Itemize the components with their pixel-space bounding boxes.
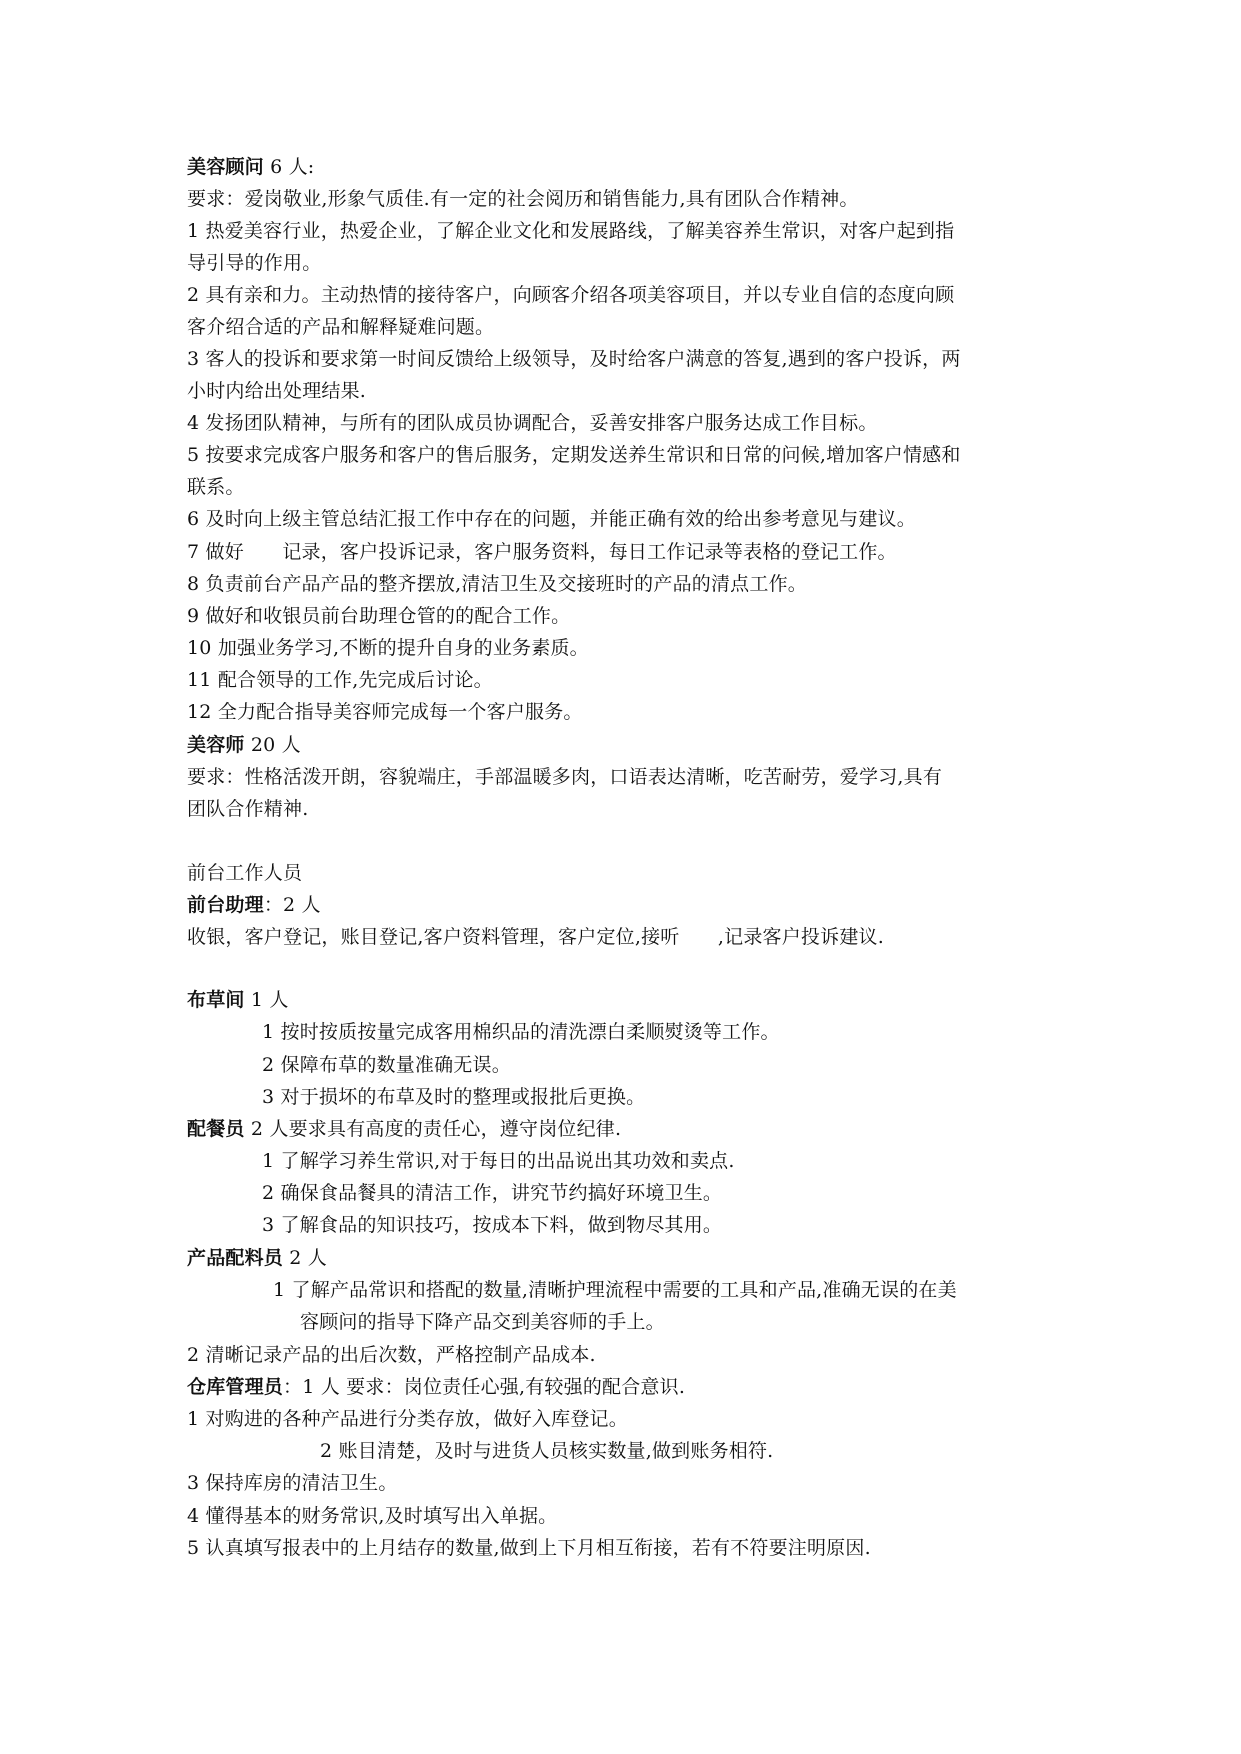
consultant-requirements: 要求：爱岗敬业,形象气质佳.有一定的社会阅历和销售能力,具有团队合作精神。 (187, 188, 859, 210)
product-heading (187, 1249, 327, 1268)
consultant-duty-line: 7 做好 记录，客户投诉记录，客户服务资料，每日工作记录等表格的登记工作。 (187, 541, 897, 563)
linen-duty-line: 1 按时按质按量完成客用棉织品的清洗漂白柔顺熨烫等工作。 (262, 1021, 780, 1043)
meal-heading (187, 1120, 621, 1139)
consultant-duty-line: 客介绍合适的产品和解释疑难问题。 (187, 316, 495, 338)
product-duty-line: 1 了解产品常识和搭配的数量,清晰护理流程中需要的工具和产品,准确无误的在美 (273, 1279, 957, 1301)
beautician-heading (187, 736, 301, 755)
consultant-title: 美容顾问 (187, 156, 264, 178)
product-title: 产品配料员 (187, 1247, 284, 1269)
front-desk-section-title: 前台工作人员 (187, 862, 303, 884)
consultant-heading (187, 158, 314, 177)
warehouse-duty-line: 3 保持库房的清洁卫生。 (187, 1472, 398, 1494)
front-desk-assistant-title: 前台助理 (187, 894, 264, 916)
product-duty-line: 2 清晰记录产品的出后次数，严格控制产品成本. (187, 1344, 596, 1366)
front-desk-heading (187, 896, 321, 915)
consultant-duty-line: 联系。 (187, 476, 245, 498)
linen-title: 布草间 (187, 989, 245, 1011)
linen-heading (187, 991, 289, 1010)
consultant-duty-line: 4 发扬团队精神，与所有的团队成员协调配合，妥善安排客户服务达成工作目标。 (187, 412, 878, 434)
product-duty-line: 容顾问的指导下降产品交到美容师的手上。 (300, 1311, 665, 1333)
consultant-duty-line: 6 及时向上级主管总结汇报工作中存在的问题，并能正确有效的给出参考意见与建议。 (187, 508, 916, 530)
consultant-duty-line: 5 按要求完成客户服务和客户的售后服务，定期发送养生常识和日常的问候,增加客户情感和 (187, 444, 961, 466)
consultant-duty-line: 12 全力配合指导美容师完成每一个客户服务。 (187, 701, 583, 723)
meal-duty-line: 2 确保食品餐具的清洁工作，讲究节约搞好环境卫生。 (262, 1182, 723, 1204)
meal-title: 配餐员 (187, 1118, 245, 1140)
front-desk-description: 收银，客户登记，账目登记,客户资料管理，客户定位,接听 ,记录客户投诉建议. (187, 926, 884, 948)
product-headcount: 2 人 (289, 1247, 327, 1269)
warehouse-duty-line: 1 对购进的各种产品进行分类存放，做好入库登记。 (187, 1408, 628, 1430)
beautician-title: 美容师 (187, 734, 245, 756)
consultant-duty-line: 10 加强业务学习,不断的提升自身的业务素质。 (187, 637, 589, 659)
meal-duty-line: 3 了解食品的知识技巧，按成本下料，做到物尽其用。 (262, 1214, 723, 1236)
warehouse-requirements: ：1 人 要求：岗位责任心强,有较强的配合意识. (283, 1376, 686, 1398)
consultant-duty-line: 2 具有亲和力。主动热情的接待客户，向顾客介绍各项美容项目，并以专业自信的态度向顾 (187, 284, 955, 306)
consultant-duty-line: 小时内给出处理结果. (187, 380, 367, 402)
front-desk-headcount: ：2 人 (263, 894, 321, 916)
consultant-duty-line: 9 做好和收银员前台助理仓管的的配合工作。 (187, 605, 571, 627)
beautician-headcount: 20 人 (250, 734, 301, 756)
consultant-duty-line: 1 热爱美容行业，热爱企业，了解企业文化和发展路线，了解美容养生常识，对客户起到指 (187, 220, 955, 242)
linen-duty-line: 2 保障布草的数量准确无误。 (262, 1054, 511, 1076)
consultant-duty-line: 3 客人的投诉和要求第一时间反馈给上级领导，及时给客户满意的答复,遇到的客户投诉，两 (187, 348, 961, 370)
consultant-duty-line: 导引导的作用。 (187, 252, 322, 274)
warehouse-duty-line: 5 认真填写报表中的上月结存的数量,做到上下月相互衔接，若有不符要注明原因. (187, 1537, 871, 1559)
meal-duty-line: 1 了解学习养生常识,对于每日的出品说出其功效和卖点. (262, 1150, 735, 1172)
linen-duty-line: 3 对于损坏的布草及时的整理或报批后更换。 (262, 1086, 646, 1108)
consultant-duty-line: 11 配合领导的工作,先完成后讨论。 (187, 669, 493, 691)
warehouse-duty-line: 4 懂得基本的财务常识,及时填写出入单据。 (187, 1505, 558, 1527)
linen-headcount: 1 人 (250, 989, 289, 1011)
warehouse-duty-line: 2 账目清楚，及时与进货人员核实数量,做到账务相符. (320, 1440, 774, 1462)
beautician-requirements: 要求：性格活泼开朗，容貌端庄，手部温暖多肉，口语表达清晰，吃苦耐劳，爱学习,具有 (187, 766, 943, 788)
consultant-duty-line: 8 负责前台产品产品的整齐摆放,清洁卫生及交接班时的产品的清点工作。 (187, 573, 807, 595)
warehouse-title: 仓库管理员 (187, 1376, 284, 1398)
meal-requirements: 2 人要求具有高度的责任心，遵守岗位纪律. (250, 1118, 622, 1140)
consultant-headcount: 6 人: (270, 156, 315, 178)
beautician-requirements: 团队合作精神. (187, 798, 309, 820)
warehouse-heading (187, 1378, 685, 1397)
